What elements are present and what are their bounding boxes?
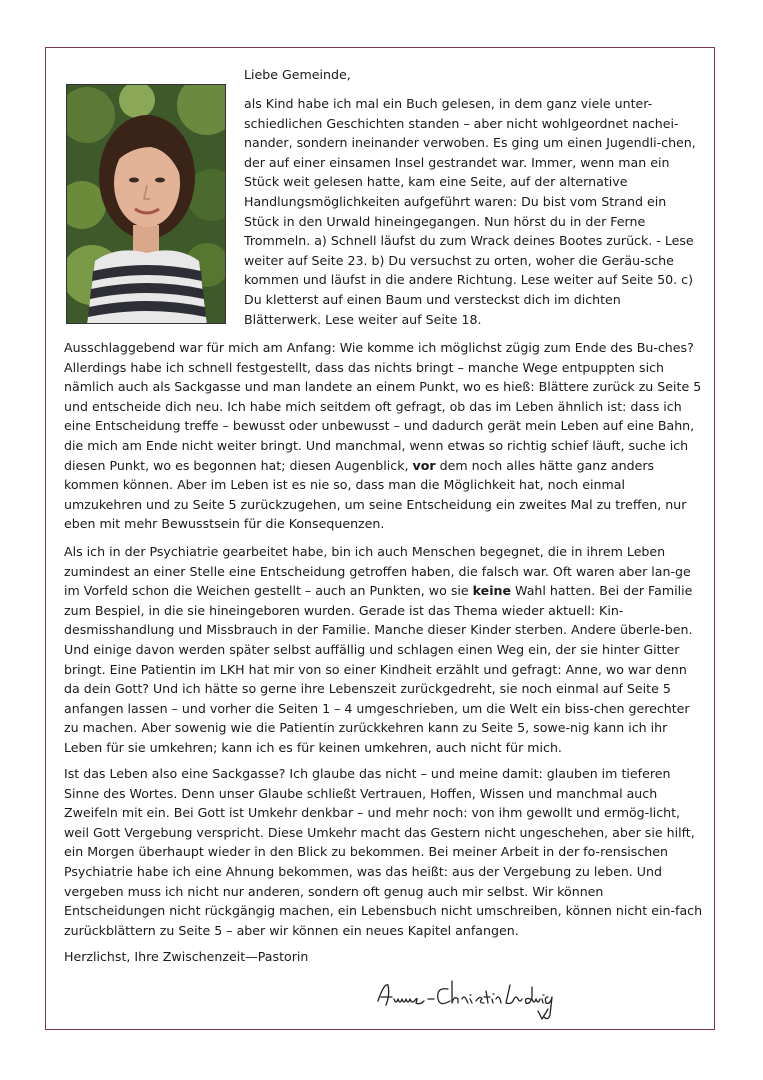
closing-line: Herzlichst, Ihre Zwischenzeit—Pastorin bbox=[64, 949, 309, 964]
handwritten-signature bbox=[372, 975, 557, 1023]
paragraph-3-emphasis: keine bbox=[472, 583, 512, 599]
salutation: Liebe Gemeinde, bbox=[244, 67, 351, 82]
paragraph-4: Ist das Leben also eine Sackgasse? Ich glaube das nicht – und meine damit: glauben im tieferen Sinne des Wortes. Denn unser Glaube schließt Vertrauen, Hoffen, Wissen und manchmal auch Zweifeln mit ein. Bei Gott ist Umkehr denkbar – und mehr noch: von ihm gewollt und ermög-licht, weil Gott Vergebung verspricht. Diese Umkehr macht das Gestern nicht ungeschehen, aber sie hilft, ein Morgen überhaupt wieder in den Blick zu bekommen. Bei meiner Arbeit in der fo-rensischen Psychiatrie habe ich eine Ahnung bekommen, was das heißt: aus der Vergebung zu leben. Und vergeben muss ich nicht nur anderen, sondern oft genug auch mir selbst. Wir können Entscheidungen nicht rückgängig machen, ein Lebensbuch nicht umschreiben, können nicht ein-fach zurückblättern zu Seite 5 – aber wir können ein neues Kapitel anfangen. bbox=[64, 766, 703, 938]
paragraph-2-part-b: dem noch alles hätte ganz anders kommen können. Aber im Leben ist es nie so, dass man die Möglichkeit hat, noch einmal umzukehren und zu Seite 5 zurückzugehen, um seine Entscheidung ein zweites Mal zu treffen, nur eben mit mehr Bewusstsein für die Konsequenzen. bbox=[64, 457, 687, 532]
author-photo bbox=[66, 84, 226, 324]
paragraph-3 bbox=[64, 542, 704, 758]
paragraph-1: als Kind habe ich mal ein Buch gelesen, in dem ganz viele unter-schiedlichen Geschichten standen – aber nicht wohlgeordnet nachei-nander, sondern ineinander verwoben. Es ging um einen Jugendli-chen, der auf einer einsamen Insel gestrandet war. Immer, wenn man ein Stück weit gelesen hatte, kam eine Seite, auf der alternative Handlungsmöglichkeiten aufgeführt waren: Du bist vom Strand ein Stück in den Urwald hineingegangen. Nun hörst du in der Ferne Trommeln. a) Schnell läufst du zum Wrack deines Bootes zurück. - Lese weiter auf Seite 23. b) Du versuchst zu orten, woher die Geräu-sche kommen und läufst in die andere Richtung. Lese weiter auf Seite 50. c) Du kletterst auf einen Baum und versteckst dich im dichten Blätterwerk. Lese weiter auf Seite 18. bbox=[244, 96, 696, 327]
paragraph-2 bbox=[64, 338, 704, 534]
paragraph-3-part-a: Als ich in der Psychiatrie gearbeitet habe, bin ich auch Menschen begegnet, die in ihrem Leben zumindest an einer Stelle eine Entscheidung getroffen haben, die falsch war. Oft waren aber lan-ge im Vorfeld schon die Weichen gestellt – auch an Punkten, wo sie bbox=[64, 544, 691, 599]
paragraph-2-part-a: Ausschlaggebend war für mich am Anfang: Wie komme ich möglichst zügig zum Ende des Bu-ches? Allerdings habe ich schnell festgestellt, dass das nichts bringt – manche Wege entpuppten sich nämlich auch als Sackgasse und man landete an einem Punkt, wo es hieß: Blättere zurück zu Seite 5 und entscheide dich neu. Ich habe mich seitdem oft gefragt, ob das im Leben ähnlich ist: dass ich eine Entscheidung treffe – bewusst oder unbewusst – und dadurch gerät mein Leben auf eine Bahn, die mich am Ende nicht weiter bringt. Und manchmal, wenn etwas so richtig schief läuft, suche ich diesen Punkt, wo es begonnen hat; diesen Augenblick, bbox=[64, 340, 702, 473]
paragraph-3-part-b: Wahl hatten. Bei der Familie zum Bespiel, in die sie hineingeboren wurden. Gerade ist das Thema wieder aktuell: Kin-desmisshandlung und Missbrauch in der Familie. Manche dieser Kinder sterben. Andere überle-ben. Und einige davon werden später selbst auffällig und schlagen einen Weg ein, der sie hinter Gitter bringt. Eine Patientin im LKH hat mir von so einer Kindheit erzählt und gefragt: Anne, wo war denn da dein Gott? Und ich hätte so gerne ihre Lebenszeit zurückgedreht, sie noch einmal auf Seite 5 anfangen lassen – und vorher die Seiten 1 – 4 umgeschrieben, um die Welt ein biss-chen gerechter zu machen. Aber sowenig wie die Patientin zurückkehren kann zu Seite 5, sowe-nig kann ich ihr Leben für sie umkehren; kann ich es für keinen umkehren, auch nicht für mich. bbox=[64, 583, 693, 755]
paragraph-2-emphasis: vor bbox=[412, 457, 436, 473]
